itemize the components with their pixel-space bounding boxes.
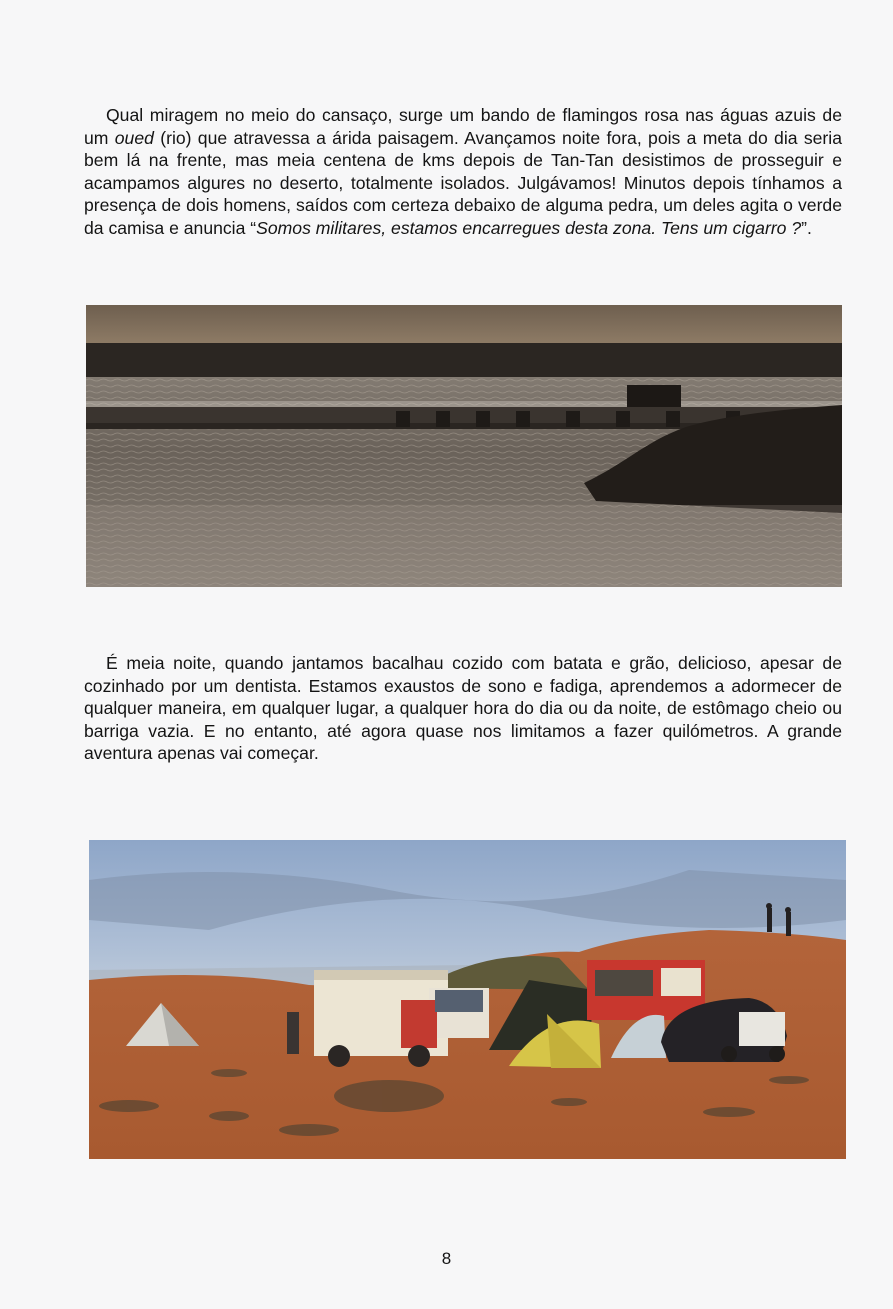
paragraph-1-part-1: Qual miragem no meio do cansaço, surge um bando de flamingos rosa nas águas azuis de um (84, 105, 842, 148)
desert-camp-photo (89, 840, 846, 1159)
paragraph-1-part-3: ”. (801, 217, 812, 238)
paragraph-2-text: É meia noite, quando jantamos bacalhau cozido com batata e grão, delicioso, apesar de cozinhado por um dentista. Estamos exaustos de sono e fadiga, aprendemos a adormecer de qualquer maneira, em qualquer lugar, a qualquer hora do dia ou da noite, de estômago cheio ou barriga vazia. E no entanto, até agora quase nos limitamos a fazer quilómetros. A grande aventura apenas vai começar. (84, 653, 842, 764)
paragraph-1-quote: Somos militares, estamos encarregues desta zona. Tens um cigarro ? (256, 217, 802, 238)
river-bridge-photo (86, 305, 842, 587)
page-number: 8 (441, 1249, 452, 1268)
paragraph-1-part-2: (rio) que atravessa a árida paisagem. Avançamos noite fora, pois a meta do dia seria bem lá na frente, mas meia centena de kms depois de Tan-Tan desistimos de prosseguir e acampamos algures no deserto, totalmente isolados. Julgávamos! Minutos depois tínhamos a presença de dois homens, saídos com certeza debaixo de alguma pedra, um deles agita o verde da camisa e anuncia “ (84, 127, 842, 238)
paragraph-1-oued: oued (114, 127, 154, 148)
paragraph-2 (84, 652, 842, 765)
paragraph-1 (84, 104, 842, 240)
